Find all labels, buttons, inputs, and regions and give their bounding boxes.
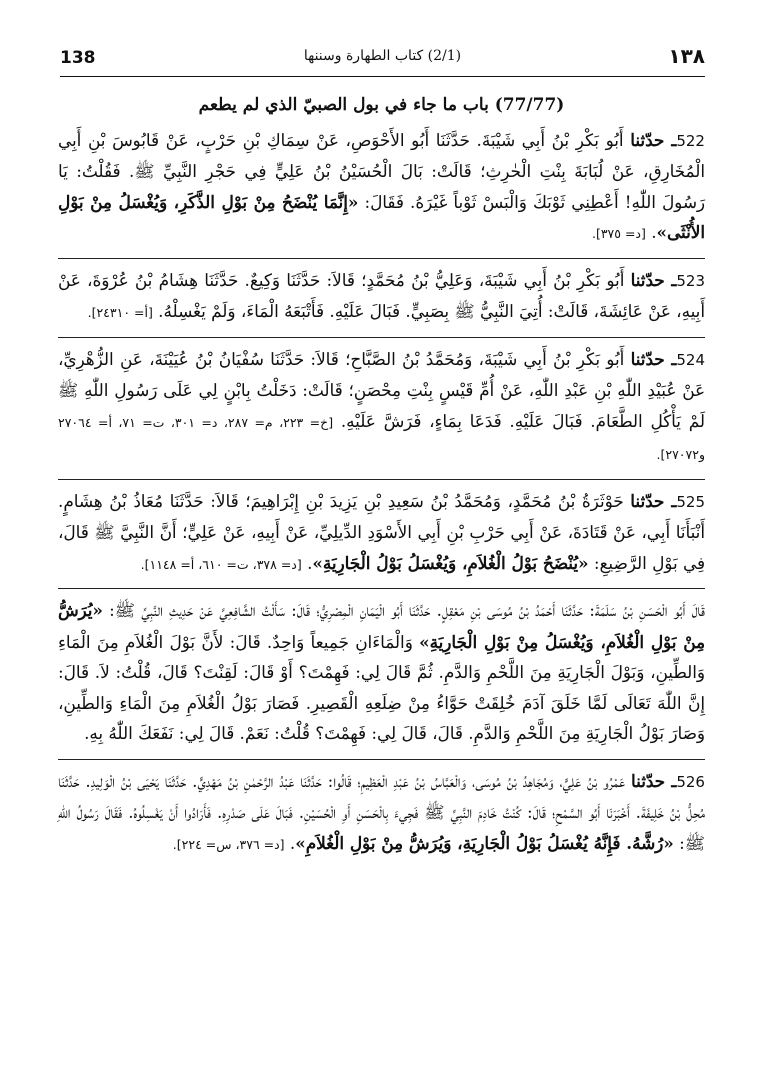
hadith-tail: . (645, 222, 657, 242)
hadith-text: أَبُو بَكْرِ بْنُ أَبِي شَيْبَةَ، وَعَلِيُّ بْنُ مُحَمَّدٍ؛ قَالاَ: حَدَّثَنَا وَكِيعٌ. حَدَّثَنَا هِشَامُ بْنُ عُرْوَةَ، عَنْ أَبِيهِ، عَنْ عَائِشَةَ، قَالَتْ: أُتِيَ النَّبِيُّ ﷺ بِصَبِيٍّ. فَبَالَ عَلَيْهِ. فَأَتْبَعَهُ الْمَاءَ، وَلَمْ يَغْسِلْهُ. (58, 269, 705, 321)
hadith-text: أَبُو بَكْرِ بْنُ أَبِي شَيْبَةَ، وَمُحَمَّدُ بْنُ الصَّبَّاحِ؛ قَالاَ: حَدَّثَنَا سُفْيَانُ بْنُ عُيَيْنَةَ، عَنِ الزُّهْرِيِّ، عَنْ عُبَيْدِ اللّٰهِ بْنِ عَبْدِ اللّٰهِ، عَنْ أُمِّ قَيْسٍ بِنْتِ مِحْصَنٍ؛ قَالَتْ: دَخَلْتُ بِابْنٍ لِي عَلَى رَسُولِ اللّٰهِ ﷺ لَمْ يَأْكُلِ الطَّعَامَ. فَبَالَ عَلَيْهِ. فَدَعَا بِمَاءٍ، فَرَشَّ عَلَيْهِ. (58, 348, 705, 431)
hadith-number: 526 (676, 772, 705, 791)
page-header (60, 42, 705, 77)
commentary-paragraph (58, 588, 705, 751)
hadith-tail: وَالْمَاءَانِ جَمِيعاً وَاحِدٌ. قَالَ: لأَنَّ بَوْلَ الْغُلاَمِ مِنَ الْمَاءِ وَالطِّينِ، وَبَوْلَ الْجَارِيَةِ مِنَ اللَّحْمِ وَالدَّمِ. ثُمَّ قَالَ لِي: فَهِمْتَ؟ أَوْ قَالَ: لَقِنْتَ؟ قَالَ، قُلْتُ: لاَ. قَالَ: إِنَّ اللّٰهَ تَعَالَى لَمَّا خَلَقَ آدَمَ خُلِقَتْ حَوَّاءُ مِنْ ضِلَعِهِ الْقَصِيرِ. فَصَارَ بَوْلُ الْغُلاَمِ مِنَ الْمَاءِ وَالطِّينِ، وَصَارَ بَوْلُ الْجَارِيَةِ مِنَ اللَّحْمِ وَالدَّمِ. قَالَ، قَالَ لِي: فَهِمْتَ؟ قُلْتُ: نَعَمْ. قَالَ لِي: نَفَعَكَ اللّٰهُ بِهِ. (58, 631, 705, 743)
hadith-prophetic-saying: «يُرَشُّ مِنْ بَوْلِ الْغُلاَمِ، وَيُغْسَلُ مِنْ بَوْلِ الْجَارِيَةِ» (58, 600, 705, 652)
hadith-tail: . (284, 832, 296, 853)
hadith-prophetic-saying: «يُنْضَحُ بَوْلُ الْغُلاَمِ، وَيُغْسَلُ بَوْلُ الْجَارِيَةِ» (312, 552, 589, 573)
running-title: (2/1) كتاب الطهارة وسننها (303, 48, 462, 64)
hadith-references: [د= ٣٧٥]. (591, 226, 646, 241)
hadith-prophetic-saying: «إِنَّمَا يُنْضَحُ مِنْ بَوْلِ الذَّكَرِ، وَيُغْسَلُ مِنْ بَوْلِ الأُنْثَى» (58, 191, 705, 242)
hadith-525 (58, 479, 705, 581)
hadith-references: [أ= ٢٤٣١٠]. (87, 305, 153, 320)
hadith-text: أَبُو بَكْرِ بْنُ أَبِي شَيْبَةَ. حَدَّثَنَا أَبُو الأَحْوَصِ، عَنْ سِمَاكِ بْنِ حَرْبٍ، عَنْ قَابُوسَ بْنِ أَبِي الْمُخَارِقِ، عَنْ لُبَابَةَ بِنْتِ الْحٰرِثِ؛ قَالَتْ: بَالَ الْحُسَيْنُ بْنُ عَلِيٍّ فِي حَجْرِ النَّبِيِّ ﷺ. فَقُلْتُ: يَا رَسُولَ اللّٰهِ! أَعْطِنِي ثَوْبَكَ وَالْبَسْ ثَوْباً غَيْرَهُ. فَقَالَ: (58, 129, 706, 212)
hadith-text: عَمْرُو بْنُ عَلِيٍّ، وَمُجَاهِدُ بْنُ مُوسَى، وَالْعَبَّاسُ بْنُ عَبْدِ الْعَظِيمِ؛ قَالُوا: حَدَّثَنَا عَبْدُ الرَّحْمٰنِ بْنُ مَهْدِيٍّ. حَدَّثَنَا يَحْيَى بْنُ الْوَلِيدِ. حَدَّثَنَا مُحِلُّ بْنُ خَلِيفَةَ. أَخْبَرَنَا أَبُو السَّمْحِ؛ قَالَ: كُنْتُ خَادِمَ النَّبِيِّ ﷺ فَجِيءَ بِالْحَسَنِ أَوِ الْحُسَيْنِ. فَبَالَ عَلَى صَدْرِهِ. فَأَرَادُوا أَنْ يَغْسِلُوهُ. فَقَالَ رَسُولُ اللّٰهِ ﷺ: (58, 770, 705, 853)
page-number-arabic: ١٣٨ (668, 44, 705, 68)
hadith-tail: . (301, 552, 313, 573)
hadith-opener: ـ حدّثنا (630, 269, 677, 290)
hadith-references: [خ= ٢٢٣، م= ٢٨٧، د= ٣٠١، ت= ٧١، أ= ٢٧٠٦٤ و٢٧٠٧٢]. (58, 414, 705, 462)
hadith-references: [د= ٣٧٦، س= ٢٢٤]. (172, 836, 285, 852)
hadith-references: [د= ٣٧٨، ت= ٦١٠، أ= ١١٤٨]. (140, 556, 302, 572)
hadith-text: قَالَ أَبُو الْحَسَنِ بْنُ سَلَمَةَ: حَدَّثَنَا أَحْمَدُ بْنُ مُوسَى بْنِ مَعْقِلٍ. حَدَّثَنَا أَبُو الْيَمَانِ الْمِصْرِيُّ؛ قَالَ: سَأَلْتُ الشَّافِعِيَّ عَنْ حَدِيثِ النَّبِيِّ ﷺ: (102, 600, 705, 620)
hadith-opener: ـ حدّثنا (630, 129, 677, 150)
page-body (58, 90, 705, 860)
hadith-522 (58, 125, 705, 250)
hadith-text: حَوْثَرَةُ بْنُ مُحَمَّدٍ، وَمُحَمَّدُ بْنُ سَعِيدِ بْنِ يَزِيدَ بْنِ إِبْرَاهِيمَ؛ قَالاَ: حَدَّثَنَا مُعَاذُ بْنُ هِشَامٍ. أَنْبَأَنَا أَبِي، عَنْ قَتَادَةَ، عَنْ أَبِي حَرْبِ بْنِ أَبِي الأَسْوَدِ الدِّيلِيِّ، عَنْ أَبِيهِ، عَنْ عَلِيٍّ؛ أَنَّ النَّبِيَّ ﷺ قَالَ، فِي بَوْلِ الرَّضِيعِ: (58, 490, 705, 573)
hadith-opener: ـ حدّثنا (631, 770, 677, 791)
hadith-523 (58, 258, 705, 329)
hadith-524 (58, 337, 705, 471)
hadith-number: 523 (676, 271, 705, 290)
hadith-opener: ـ حدّثنا (630, 348, 677, 369)
chapter-title: (77/77) باب ما جاء في بول الصبيّ الذي لم يطعم (198, 95, 565, 115)
hadith-526 (58, 759, 705, 861)
hadith-number: 522 (676, 131, 705, 150)
hadith-opener: ـ حدّثنا (630, 490, 677, 511)
hadith-number: 524 (676, 350, 705, 369)
page-number-latin: 138 (60, 48, 96, 68)
hadith-number: 525 (676, 492, 705, 511)
hadith-prophetic-saying: «رُشَّهُ. فَإِنَّهُ يُغْسَلُ بَوْلُ الْجَارِيَةِ، وَيُرَشُّ مِنْ بَوْلِ الْغُلاَمِ» (295, 832, 674, 853)
